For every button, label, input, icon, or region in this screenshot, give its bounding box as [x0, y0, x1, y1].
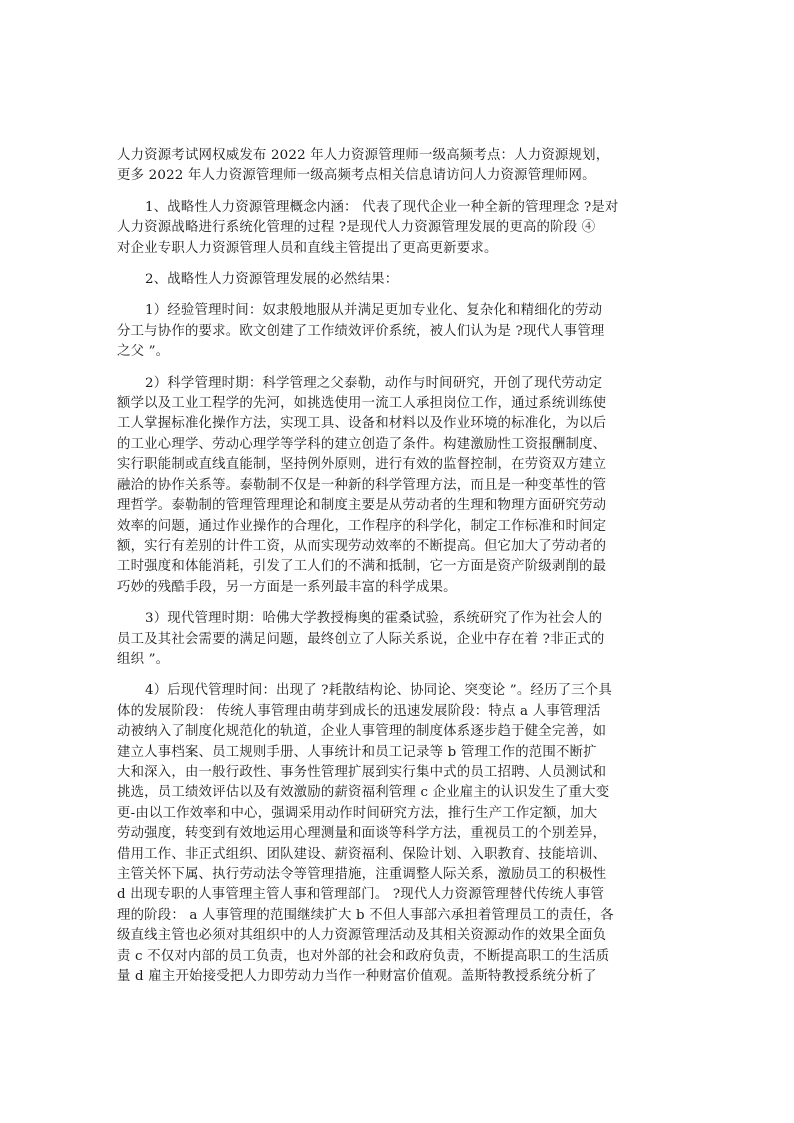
text-line: 工时强度和体能消耗，引发了工人们的不满和抵制，它一方面是资产阶级剥削的最: [117, 559, 607, 575]
text-line: d 出现专职的人事管理主管人事和管理部门。 ?现代人力资源管理替代传统人事管: [117, 887, 605, 903]
text-line: 1）经验管理时间：奴隶般地服从并满足更加专业化、复杂化和精细化的劳动: [145, 303, 603, 319]
text-line: 之父 ”。: [117, 344, 170, 360]
text-line: 建立人事档案、员工规则手册、人事统计和员工记录等 b 管理工作的范围不断扩: [117, 744, 597, 760]
text-line: 对企业专职人力资源管理人员和直线主管提出了更高更新要求。: [117, 240, 498, 256]
text-line: 巧妙的残酷手段，另一方面是一系列最丰富的科学成果。: [117, 579, 457, 595]
text-line: 级直线主管也必须对其组织中的人力资源管理活动及其相关资源动作的效果全面负: [117, 928, 607, 944]
postmodern-management-paragraph: [117, 681, 677, 987]
scientific-management-paragraph: [117, 374, 677, 598]
text-line: 理哲学。泰勒制的管理管理理论和制度主要是从劳动者的生理和物理方面研究劳动: [117, 498, 607, 514]
text-line: 体的发展阶段： 传统人事管理由萌芽到成长的迅速发展阶段：特点 a 人事管理活: [117, 703, 601, 719]
text-line: 人力资源考试网权威发布 2022 年人力资源管理师一级高频考点：人力资源规划，: [117, 148, 610, 163]
text-line: 2）科学管理时期：科学管理之父泰勒，动作与时间研究，开创了现代劳动定: [145, 375, 603, 391]
text-line: 额学以及工业工程学的先河，如挑选使用一流工人承担岗位工作，通过系统训练使: [117, 396, 607, 412]
intro-paragraph: [117, 146, 677, 187]
text-line: 量 d 雇主开始接受把人力即劳动力当作一种财富价值观。盖斯特教授系统分析了: [117, 969, 597, 985]
modern-management-paragraph: [117, 609, 677, 670]
text-line: 劳动强度，转变到有效地运用心理测量和面谈等科学方法，重视员工的个别差异，: [117, 826, 607, 842]
experience-management-paragraph: [117, 301, 677, 362]
text-line: 组织 ”。: [117, 651, 170, 667]
text-line: 融洽的协作关系等。泰勒制不仅是一种新的科学管理方法，而且是一种变革性的管: [117, 477, 607, 493]
text-line: 4）后现代管理时间：出现了 ?耗散结构论、协同论、突变论 ”。经历了三个具: [145, 683, 612, 699]
text-line: 责 c 不仅对内部的员工负责，也对外部的社会和政府负责，不断提高职工的生活质: [117, 948, 610, 964]
text-line: 主管关怀下属、执行劳动法令等管理措施，注重调整人际关系，激励员工的积极性: [117, 867, 607, 882]
text-line: 理的阶段： a 人事管理的范围继续扩大 b 不但人事部六承担着管理员工的责任，各: [117, 907, 614, 923]
text-line: 工人掌握标准化操作方法，实现工具、设备和材料以及作业环境的标准化，为以后: [117, 416, 607, 432]
text-line: 分工与协作的要求。欧文创建了工作绩效评价系统，被人们认为是 ?现代人事管理: [117, 323, 605, 339]
section-2-heading: [117, 270, 677, 290]
text-line: 额，实行有差别的计件工资，从而实现劳动效率的不断提高。但它加大了劳动者的: [117, 538, 607, 554]
text-line: 效率的问题，通过作业操作的合理化，工作程序的科学化，制定工作标准和时间定: [117, 518, 607, 534]
text-line: 更多 2022 年人力资源管理师一级高频考点相关信息请访问人力资源管理师网。: [117, 168, 596, 184]
text-line: 人力资源战略进行系统化管理的过程 ?是现代人力资源管理发展的更高的阶段 ④: [117, 220, 596, 236]
text-line: 挑选，员工绩效评估以及有效激励的薪资福利管理 c 企业雇主的认识发生了重大变: [117, 785, 610, 801]
text-line: 实行职能制或直线直能制，坚持例外原则，进行有效的监督控制，在劳资双方建立: [117, 457, 607, 473]
text-line: 员工及其社会需要的满足问题，最终创立了人际关系说，企业中存在着 ?非正式的: [117, 631, 605, 647]
text-line: 更-由以工作效率和中心，强调采用动作时间研究方法，推行生产工作定额，加大: [117, 805, 598, 821]
text-line: 大和深入，由一般行政性、事务性管理扩展到实行集中式的员工招聘、人员测试和: [117, 764, 607, 780]
text-line: 3）现代管理时期：哈佛大学教授梅奥的霍桑试验，系统研究了作为社会人的: [145, 611, 603, 627]
text-line: 2、战略性人力资源管理发展的必然结果：: [145, 272, 399, 288]
section-1-paragraph: [117, 198, 677, 259]
text-line: 1、战略性人力资源管理概念内涵： 代表了现代企业一种全新的管理理念 ?是对: [145, 199, 619, 215]
text-line: 借用工作、非正式组织、团队建设、薪资福利、保险计划、入职教育、技能培训、: [117, 846, 607, 862]
document-body: [117, 146, 677, 987]
text-line: 的工业心理学、劳动心理学等学科的建立创造了条件。构建激励性工资报酬制度、: [117, 436, 607, 452]
text-line: 动被纳入了制度化规范化的轨道，企业人事管理的制度体系逐步趋于健全完善，如: [117, 724, 607, 740]
